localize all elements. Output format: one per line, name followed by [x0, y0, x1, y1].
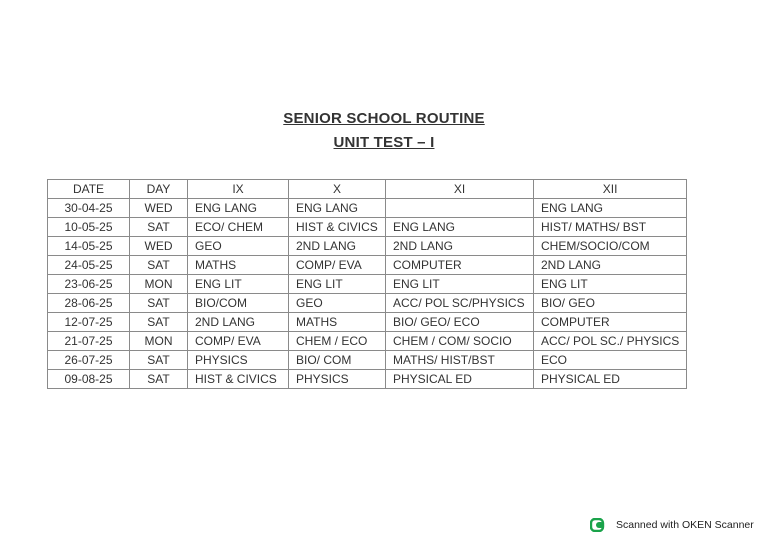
cell-day: MON [130, 275, 188, 294]
cell-xii: 2ND LANG [534, 256, 687, 275]
cell-day: WED [130, 237, 188, 256]
cell-day: WED [130, 199, 188, 218]
cell-x: 2ND LANG [289, 237, 386, 256]
cell-xi: MATHS/ HIST/BST [386, 351, 534, 370]
cell-date: 28-06-25 [48, 294, 130, 313]
cell-ix: GEO [188, 237, 289, 256]
cell-x: CHEM / ECO [289, 332, 386, 351]
table-row [48, 294, 687, 313]
header-ix: IX [188, 180, 289, 199]
table-row [48, 199, 687, 218]
table-row [48, 313, 687, 332]
cell-ix: MATHS [188, 256, 289, 275]
cell-date: 30-04-25 [48, 199, 130, 218]
cell-x: PHYSICS [289, 370, 386, 389]
cell-ix: ECO/ CHEM [188, 218, 289, 237]
cell-x: BIO/ COM [289, 351, 386, 370]
cell-day: SAT [130, 218, 188, 237]
cell-x: COMP/ EVA [289, 256, 386, 275]
cell-xi [386, 199, 534, 218]
cell-day: SAT [130, 351, 188, 370]
table-header-row [48, 180, 687, 199]
table-row [48, 351, 687, 370]
cell-date: 09-08-25 [48, 370, 130, 389]
table-row [48, 256, 687, 275]
cell-xii: ENG LIT [534, 275, 687, 294]
page-title: SENIOR SCHOOL ROUTINE [283, 110, 485, 127]
table-row [48, 275, 687, 294]
cell-xii: CHEM/SOCIO/COM [534, 237, 687, 256]
cell-xi: BIO/ GEO/ ECO [386, 313, 534, 332]
cell-xi: ACC/ POL SC/PHYSICS [386, 294, 534, 313]
header-x: X [289, 180, 386, 199]
cell-xii: BIO/ GEO [534, 294, 687, 313]
oken-scanner-icon [590, 518, 608, 532]
header-date: DATE [48, 180, 130, 199]
cell-x: ENG LANG [289, 199, 386, 218]
cell-day: MON [130, 332, 188, 351]
scanner-watermark [590, 518, 754, 532]
cell-xii: ACC/ POL SC./ PHYSICS [534, 332, 687, 351]
cell-xii: HIST/ MATHS/ BST [534, 218, 687, 237]
cell-ix: PHYSICS [188, 351, 289, 370]
cell-x: GEO [289, 294, 386, 313]
cell-xii: PHYSICAL ED [534, 370, 687, 389]
table-row [48, 218, 687, 237]
table-row [48, 370, 687, 389]
table-row [48, 332, 687, 351]
cell-date: 14-05-25 [48, 237, 130, 256]
page-subtitle: UNIT TEST – I [333, 134, 435, 151]
routine-table-body [48, 199, 687, 389]
cell-xii: COMPUTER [534, 313, 687, 332]
cell-xii: ENG LANG [534, 199, 687, 218]
cell-x: ENG LIT [289, 275, 386, 294]
cell-xi: PHYSICAL ED [386, 370, 534, 389]
cell-date: 12-07-25 [48, 313, 130, 332]
cell-xi: ENG LANG [386, 218, 534, 237]
header-xi: XI [386, 180, 534, 199]
routine-table [47, 179, 687, 389]
cell-date: 23-06-25 [48, 275, 130, 294]
cell-xi: ENG LIT [386, 275, 534, 294]
cell-ix: 2ND LANG [188, 313, 289, 332]
cell-ix: COMP/ EVA [188, 332, 289, 351]
cell-day: SAT [130, 294, 188, 313]
cell-day: SAT [130, 313, 188, 332]
cell-date: 21-07-25 [48, 332, 130, 351]
cell-date: 10-05-25 [48, 218, 130, 237]
cell-xi: COMPUTER [386, 256, 534, 275]
scanner-label: Scanned with OKEN Scanner [616, 519, 754, 531]
header-day: DAY [130, 180, 188, 199]
cell-xi: CHEM / COM/ SOCIO [386, 332, 534, 351]
cell-day: SAT [130, 370, 188, 389]
cell-ix: ENG LIT [188, 275, 289, 294]
cell-xii: ECO [534, 351, 687, 370]
cell-x: HIST & CIVICS [289, 218, 386, 237]
cell-xi: 2ND LANG [386, 237, 534, 256]
table-row [48, 237, 687, 256]
header-xii: XII [534, 180, 687, 199]
cell-ix: ENG LANG [188, 199, 289, 218]
cell-date: 26-07-25 [48, 351, 130, 370]
cell-date: 24-05-25 [48, 256, 130, 275]
cell-day: SAT [130, 256, 188, 275]
cell-x: MATHS [289, 313, 386, 332]
cell-ix: HIST & CIVICS [188, 370, 289, 389]
cell-ix: BIO/COM [188, 294, 289, 313]
